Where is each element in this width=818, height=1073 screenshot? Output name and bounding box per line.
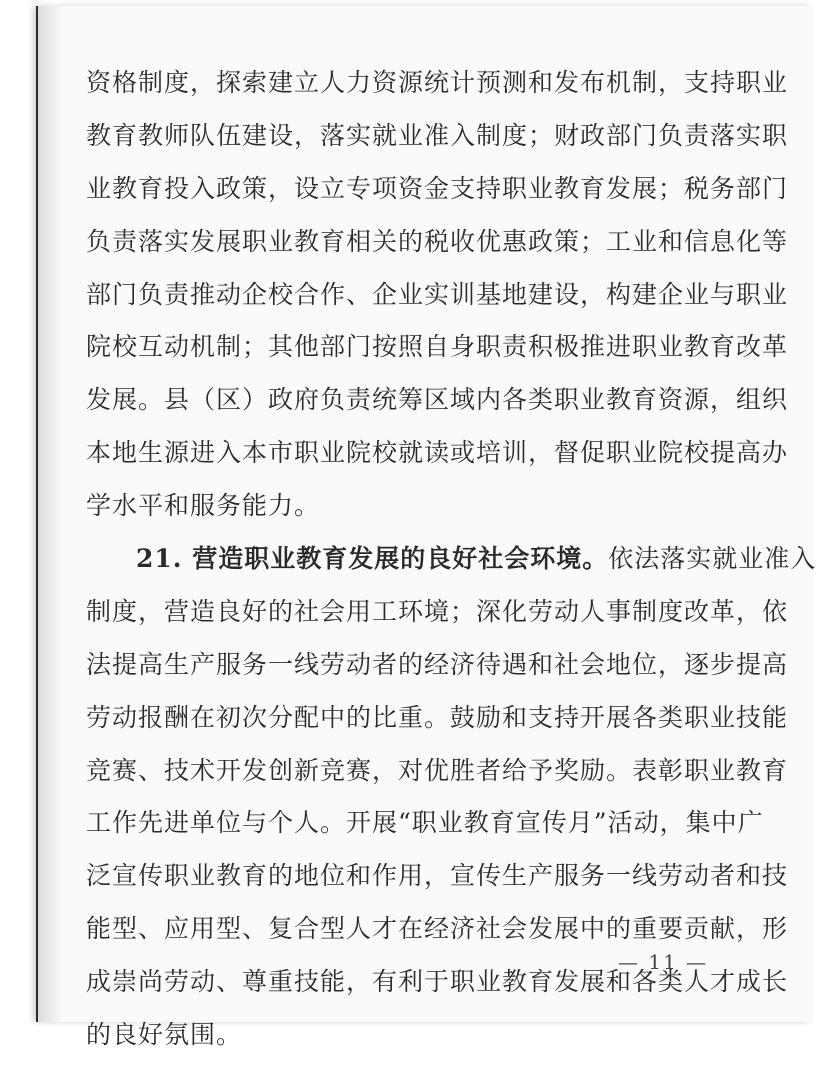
text-line: 业教育投入政策，设立专项资金支持职业教育发展；税务部门 [86,173,789,203]
text-line: 成崇尚劳动、尊重技能，有利于职业教育发展和各类人才成长 [86,967,789,997]
text-line: 能型、应用型、复合型人才在经济社会发展中的重要贡献，形 [86,914,789,944]
text-line: 发展。县（区）政府负责统筹区域内各类职业教育资源，组织 [86,385,789,415]
text-line: 院校互动机制；其他部门按照自身职责积极推进职业教育改革 [86,332,789,362]
text-line: 劳动报酬在初次分配中的比重。鼓励和支持开展各类职业技能 [86,702,789,732]
section-21-first-line [86,544,817,574]
text-line: 工作先进单位与个人。开展“职业教育宣传月”活动，集中广 [86,808,764,838]
text-line: 法提高生产服务一线劳动者的经济待遇和社会地位，逐步提高 [86,649,789,679]
text-line: 学水平和服务能力。 [86,491,321,521]
section-heading: 21. 营造职业教育发展的良好社会环境。 [136,544,609,574]
text-line: 资格制度，探索建立人力资源统计预测和发布机制，支持职业 [86,68,789,97]
text-line: 本地生源进入本市职业院校就读或培训，督促职业院校提高办 [86,438,789,468]
section-heading-continuation: 依法落实就业准入 [608,544,817,574]
document-body [86,68,817,1073]
text-line: 竞赛、技术开发创新竞赛，对优胜者给予奖励。表彰职业教育 [86,755,789,785]
document-page [36,6,817,1050]
text-line: 负责落实发展职业教育相关的税收优惠政策；工业和信息化等 [86,226,789,256]
page-number: — 11 — [618,950,709,974]
text-line: 制度，营造良好的社会用工环境；深化劳动人事制度改革，依 [86,596,789,626]
text-line: 部门负责推动企校合作、企业实训基地建设，构建企业与职业 [86,279,789,309]
text-line: 的良好氛围。 [86,1020,243,1050]
text-line: 教育教师队伍建设，落实就业准入制度；财政部门负责落实职 [86,120,789,150]
text-line: 泛宣传职业教育的地位和作用，宣传生产服务一线劳动者和技 [86,861,789,891]
